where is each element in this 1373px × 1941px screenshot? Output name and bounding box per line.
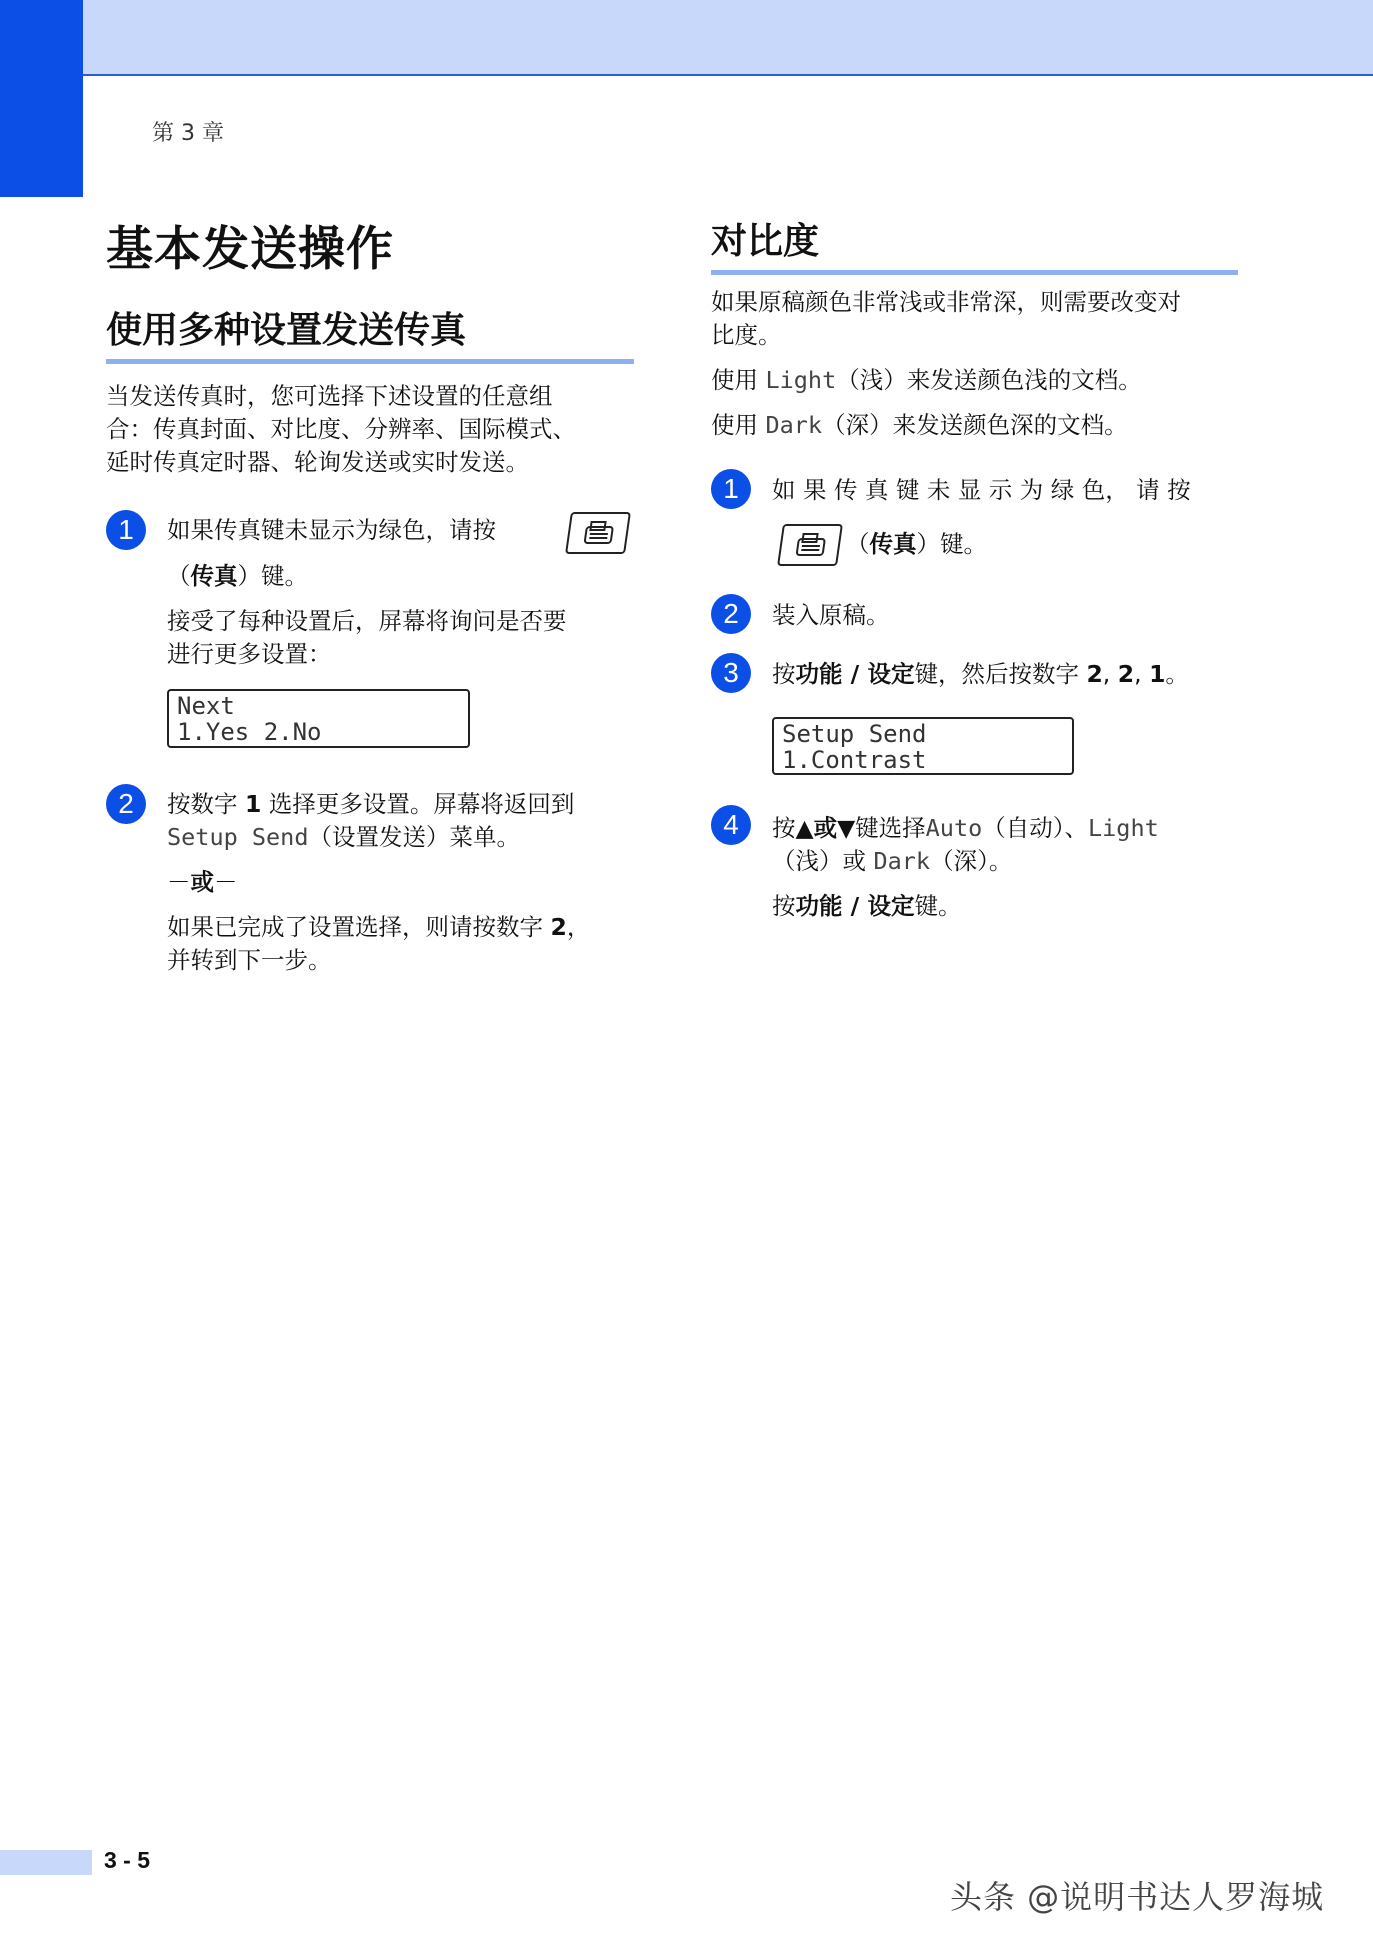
fax-key	[565, 512, 631, 554]
fax-key	[777, 524, 843, 566]
fax-key-label: （传真）键。	[167, 562, 308, 590]
top-band	[0, 0, 1373, 76]
intro-paragraph: 当发送传真时，您可选择下述设置的任意组 合：传真封面、对比度、分辨率、国际模式、 延时传真定时器、轮询发送或实时发送。	[106, 382, 576, 476]
step-1-followup: 接受了每种设置后，屏幕将询问是否要 进行更多设置：	[167, 607, 567, 668]
step-2-text: 按数字 1 选择更多设置。屏幕将返回到 Setup Send（设置发送）菜单。	[167, 790, 575, 851]
contrast-intro: 如果原稿颜色非常浅或非常深，则需要改变对 比度。	[711, 288, 1181, 349]
contrast-step-2-badge: 2	[711, 594, 751, 634]
step-1-text: 如果传真键未显示为绿色，请按	[167, 516, 496, 544]
section-heading-contrast: 对比度	[711, 213, 1238, 275]
chapter-tab	[0, 0, 83, 197]
contrast-step-1-badge: 1	[711, 469, 751, 509]
contrast-step-3-badge: 3	[711, 653, 751, 693]
contrast-step-4-badge: 4	[711, 805, 751, 845]
light-usage: 使用 Light（浅）来发送颜色浅的文档。	[711, 366, 1142, 394]
page-title: 基本发送操作	[106, 222, 394, 277]
lcd-display: Next 1.Yes 2.No	[167, 689, 470, 748]
contrast-step-2-text: 装入原稿。	[772, 601, 890, 629]
or-separator: －或－	[167, 868, 238, 896]
contrast-step-4-text: 按▲或▼键选择Auto（自动）、Light （浅）或 Dark（深）。	[772, 814, 1159, 875]
dark-usage: 使用 Dark（深）来发送颜色深的文档。	[711, 411, 1128, 439]
step-2-alternative: 如果已完成了设置选择，则请按数字 2， 并转到下一步。	[167, 913, 591, 974]
page-number: 3 - 5	[104, 1847, 151, 1873]
chapter-label: 第 3 章	[152, 121, 224, 146]
contrast-step-4-confirm: 按功能 / 设定键。	[772, 892, 962, 920]
lcd-display: Setup Send 1.Contrast	[772, 717, 1074, 775]
section-heading-multi-settings: 使用多种设置发送传真	[106, 302, 634, 364]
up-arrow-icon: ▲	[795, 814, 814, 842]
step-1-badge: 1	[106, 510, 146, 550]
footer-bar	[0, 1850, 92, 1875]
watermark: 头条 @说明书达人罗海城	[950, 1878, 1325, 1916]
fax-icon	[790, 531, 832, 561]
fax-icon	[578, 519, 620, 549]
contrast-step-3-text: 按功能 / 设定键，然后按数字 2, 2, 1。	[772, 660, 1189, 688]
fax-key-label: （传真）键。	[846, 530, 987, 558]
down-arrow-icon: ▼	[837, 814, 856, 842]
step-2-badge: 2	[106, 784, 146, 824]
contrast-step-1-text: 如 果 传 真 键 未 显 示 为 绿 色， 请 按	[772, 476, 1191, 504]
